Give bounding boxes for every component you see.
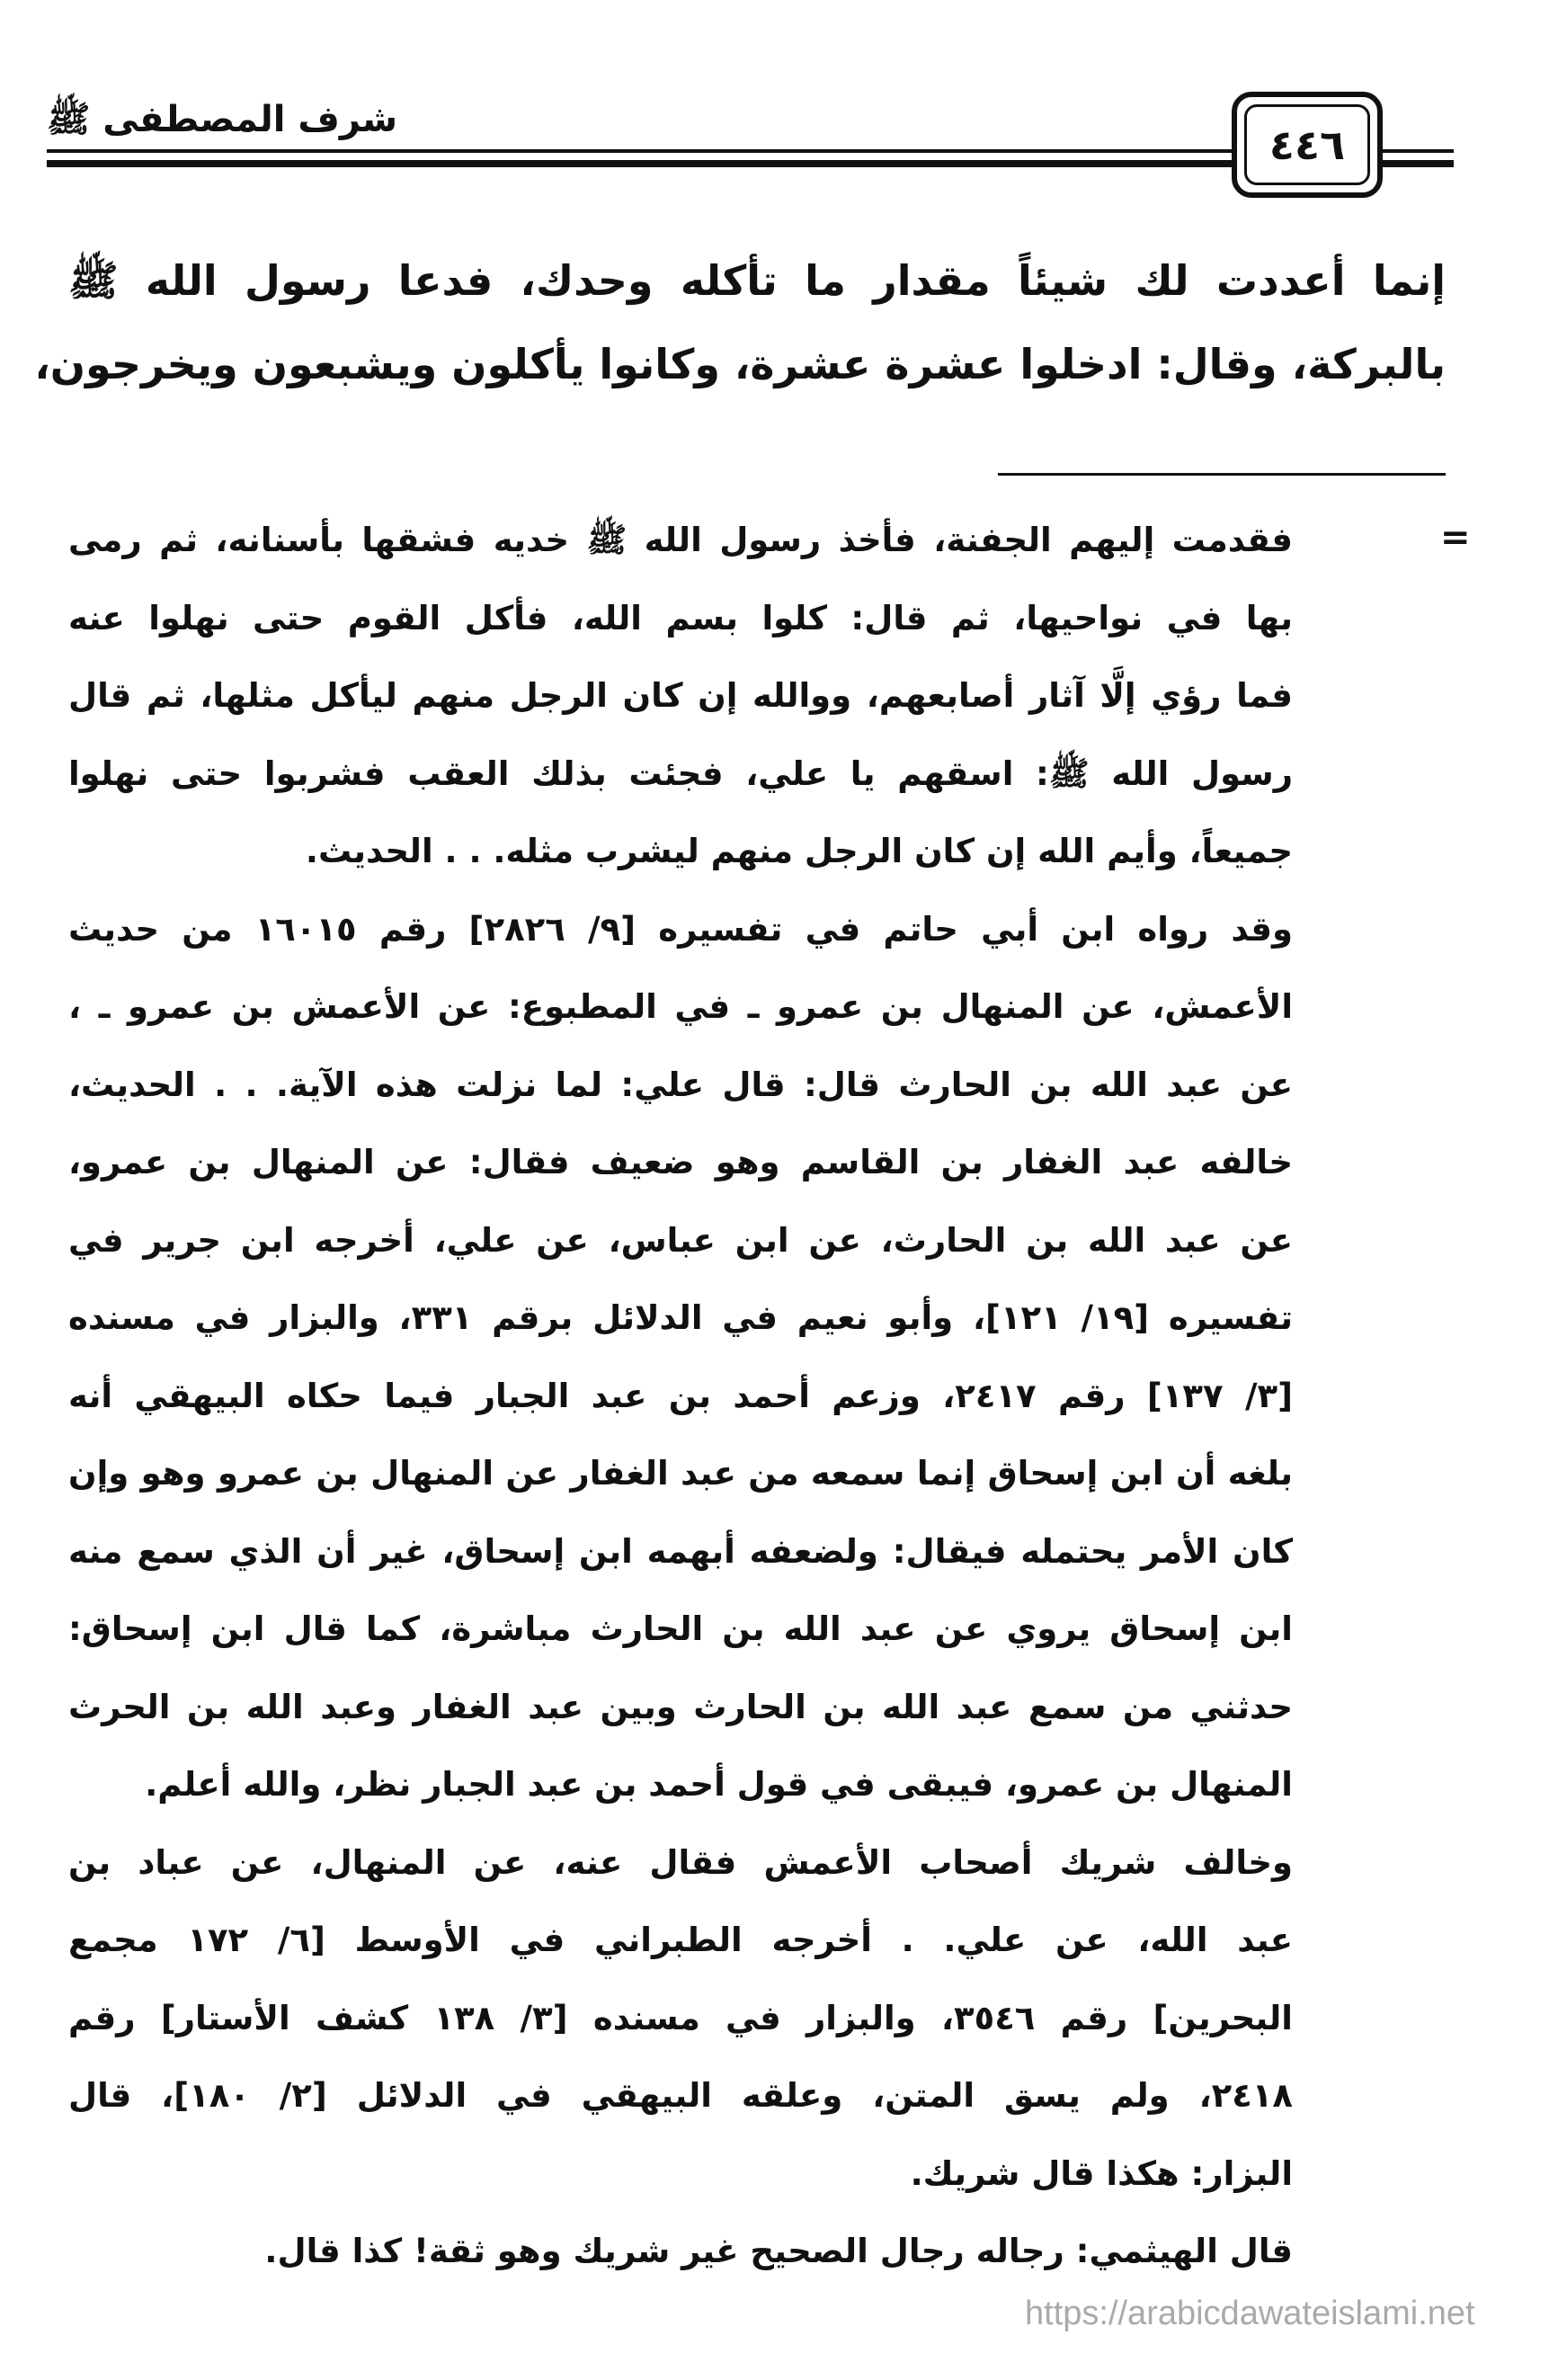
footnote-line: جميعاً، وأيم الله إن كان الرجل منهم ليشرب مثله. . . الحديث.: [305, 832, 1293, 870]
footnote-continuation-mark: =: [1440, 517, 1471, 558]
footnote-line: فما رؤي إلَّا آثار أصابعهم، ووالله إن كان الرجل منهم ليأكل مثلها، ثم قال: [68, 676, 1293, 715]
footnote: [68, 509, 1293, 2298]
footnote-line: عبد الله، عن علي. . أخرجه الطبراني في الأوسط [٦/ ١٧٢ مجمع: [68, 1921, 1293, 1959]
footnote-line: عن عبد الله بن الحارث، عن ابن عباس، عن علي، أخرجه ابن جرير في: [68, 1220, 1293, 1260]
footnote-line: قال الهيثمي: رجاله رجال الصحيح غير شريك وهو ثقة! كذا قال.: [264, 2232, 1293, 2270]
page-number: ٤٤٦: [1244, 104, 1370, 185]
footnote-line: عن عبد الله بن الحارث قال: قال علي: لما نزلت هذه الآية. . . الحديث،: [68, 1065, 1293, 1104]
footnote-line: وخالف شريك أصحاب الأعمش فقال عنه، عن المنهال، عن عباد بن: [68, 1842, 1293, 1882]
footnote-line: فقدمت إليهم الجفنة، فأخذ رسول الله ﷺ خديه فشقها بأسنانه، ثم رمى: [68, 521, 1293, 559]
footnote-line: كان الأمر يحتمله فيقال: ولضعفه أبهمه ابن إسحاق، غير أن الذي سمع منه: [68, 1531, 1293, 1571]
main-text-line: إنما أعددت لك شيئاً مقدار ما تأكله وحدك، فدعا رسول الله ﷺ: [68, 256, 1446, 305]
footnote-line: ابن إسحاق يروي عن عبد الله بن الحارث مباشرة، كما قال ابن إسحاق:: [68, 1609, 1293, 1648]
footnote-line: تفسيره [١٩/ ١٢١]، وأبو نعيم في الدلائل برقم ٣٣١، والبزار في مسنده: [68, 1298, 1293, 1337]
footnote-line: المنهال بن عمرو، فيبقى في قول أحمد بن عبد الجبار نظر، والله أعلم.: [145, 1765, 1293, 1804]
footnote-line: خالفه عبد الغفار بن القاسم وهو ضعيف فقال: عن المنهال بن عمرو،: [68, 1143, 1293, 1181]
main-text: [34, 245, 1446, 412]
footnote-line: رسول الله ﷺ: اسقهم يا علي، فجئت بذلك العقب فشربوا حتى نهلوا: [68, 753, 1293, 793]
footnote-line: الأعمش، عن المنهال بن عمرو ـ في المطبوع: عن الأعمش بن عمرو ـ ،: [68, 987, 1293, 1026]
watermark-url: https://arabicdawateislami.net: [1025, 2295, 1475, 2332]
footnote-line: بلغه أن ابن إسحاق إنما سمعه من عبد الغفار عن المنهال بن عمرو وهو وإن: [68, 1454, 1293, 1493]
page-number-frame: [1232, 92, 1383, 198]
footnote-line: البحرين] رقم ٣٥٤٦، والبزار في مسنده [٣/ ١٣٨ كشف الأستار] رقم: [68, 1998, 1293, 2037]
main-text-line: بالبركة، وقال: ادخلوا عشرة عشرة، وكانوا يأكلون ويشبعون ويخرجون،: [34, 340, 1446, 388]
footnote-line: البزار: هكذا قال شريك.: [910, 2153, 1293, 2193]
footnote-line: حدثني من سمع عبد الله بن الحارث وبين عبد الغفار وعبد الله بن الحرث: [68, 1687, 1293, 1726]
footnote-line: بها في نواحيها، ثم قال: كلوا بسم الله، فأكل القوم حتى نهلوا عنه: [68, 598, 1293, 637]
footnote-line: ٢٤١٨، ولم يسق المتن، وعلقه البيهقي في الدلائل [٢/ ١٨٠]، قال: [68, 2076, 1293, 2115]
footnote-line: وقد رواه ابن أبي حاتم في تفسيره [٩/ ٢٨٢٦] رقم ١٦٠١٥ من حديث: [68, 909, 1293, 949]
footnote-line: [٣/ ١٣٧] رقم ٢٤١٧، وزعم أحمد بن عبد الجبار فيما حكاه البيهقي أنه: [68, 1376, 1293, 1415]
book-title: شرف المصطفى ﷺ: [47, 99, 398, 140]
footnote-separator: [998, 473, 1446, 476]
